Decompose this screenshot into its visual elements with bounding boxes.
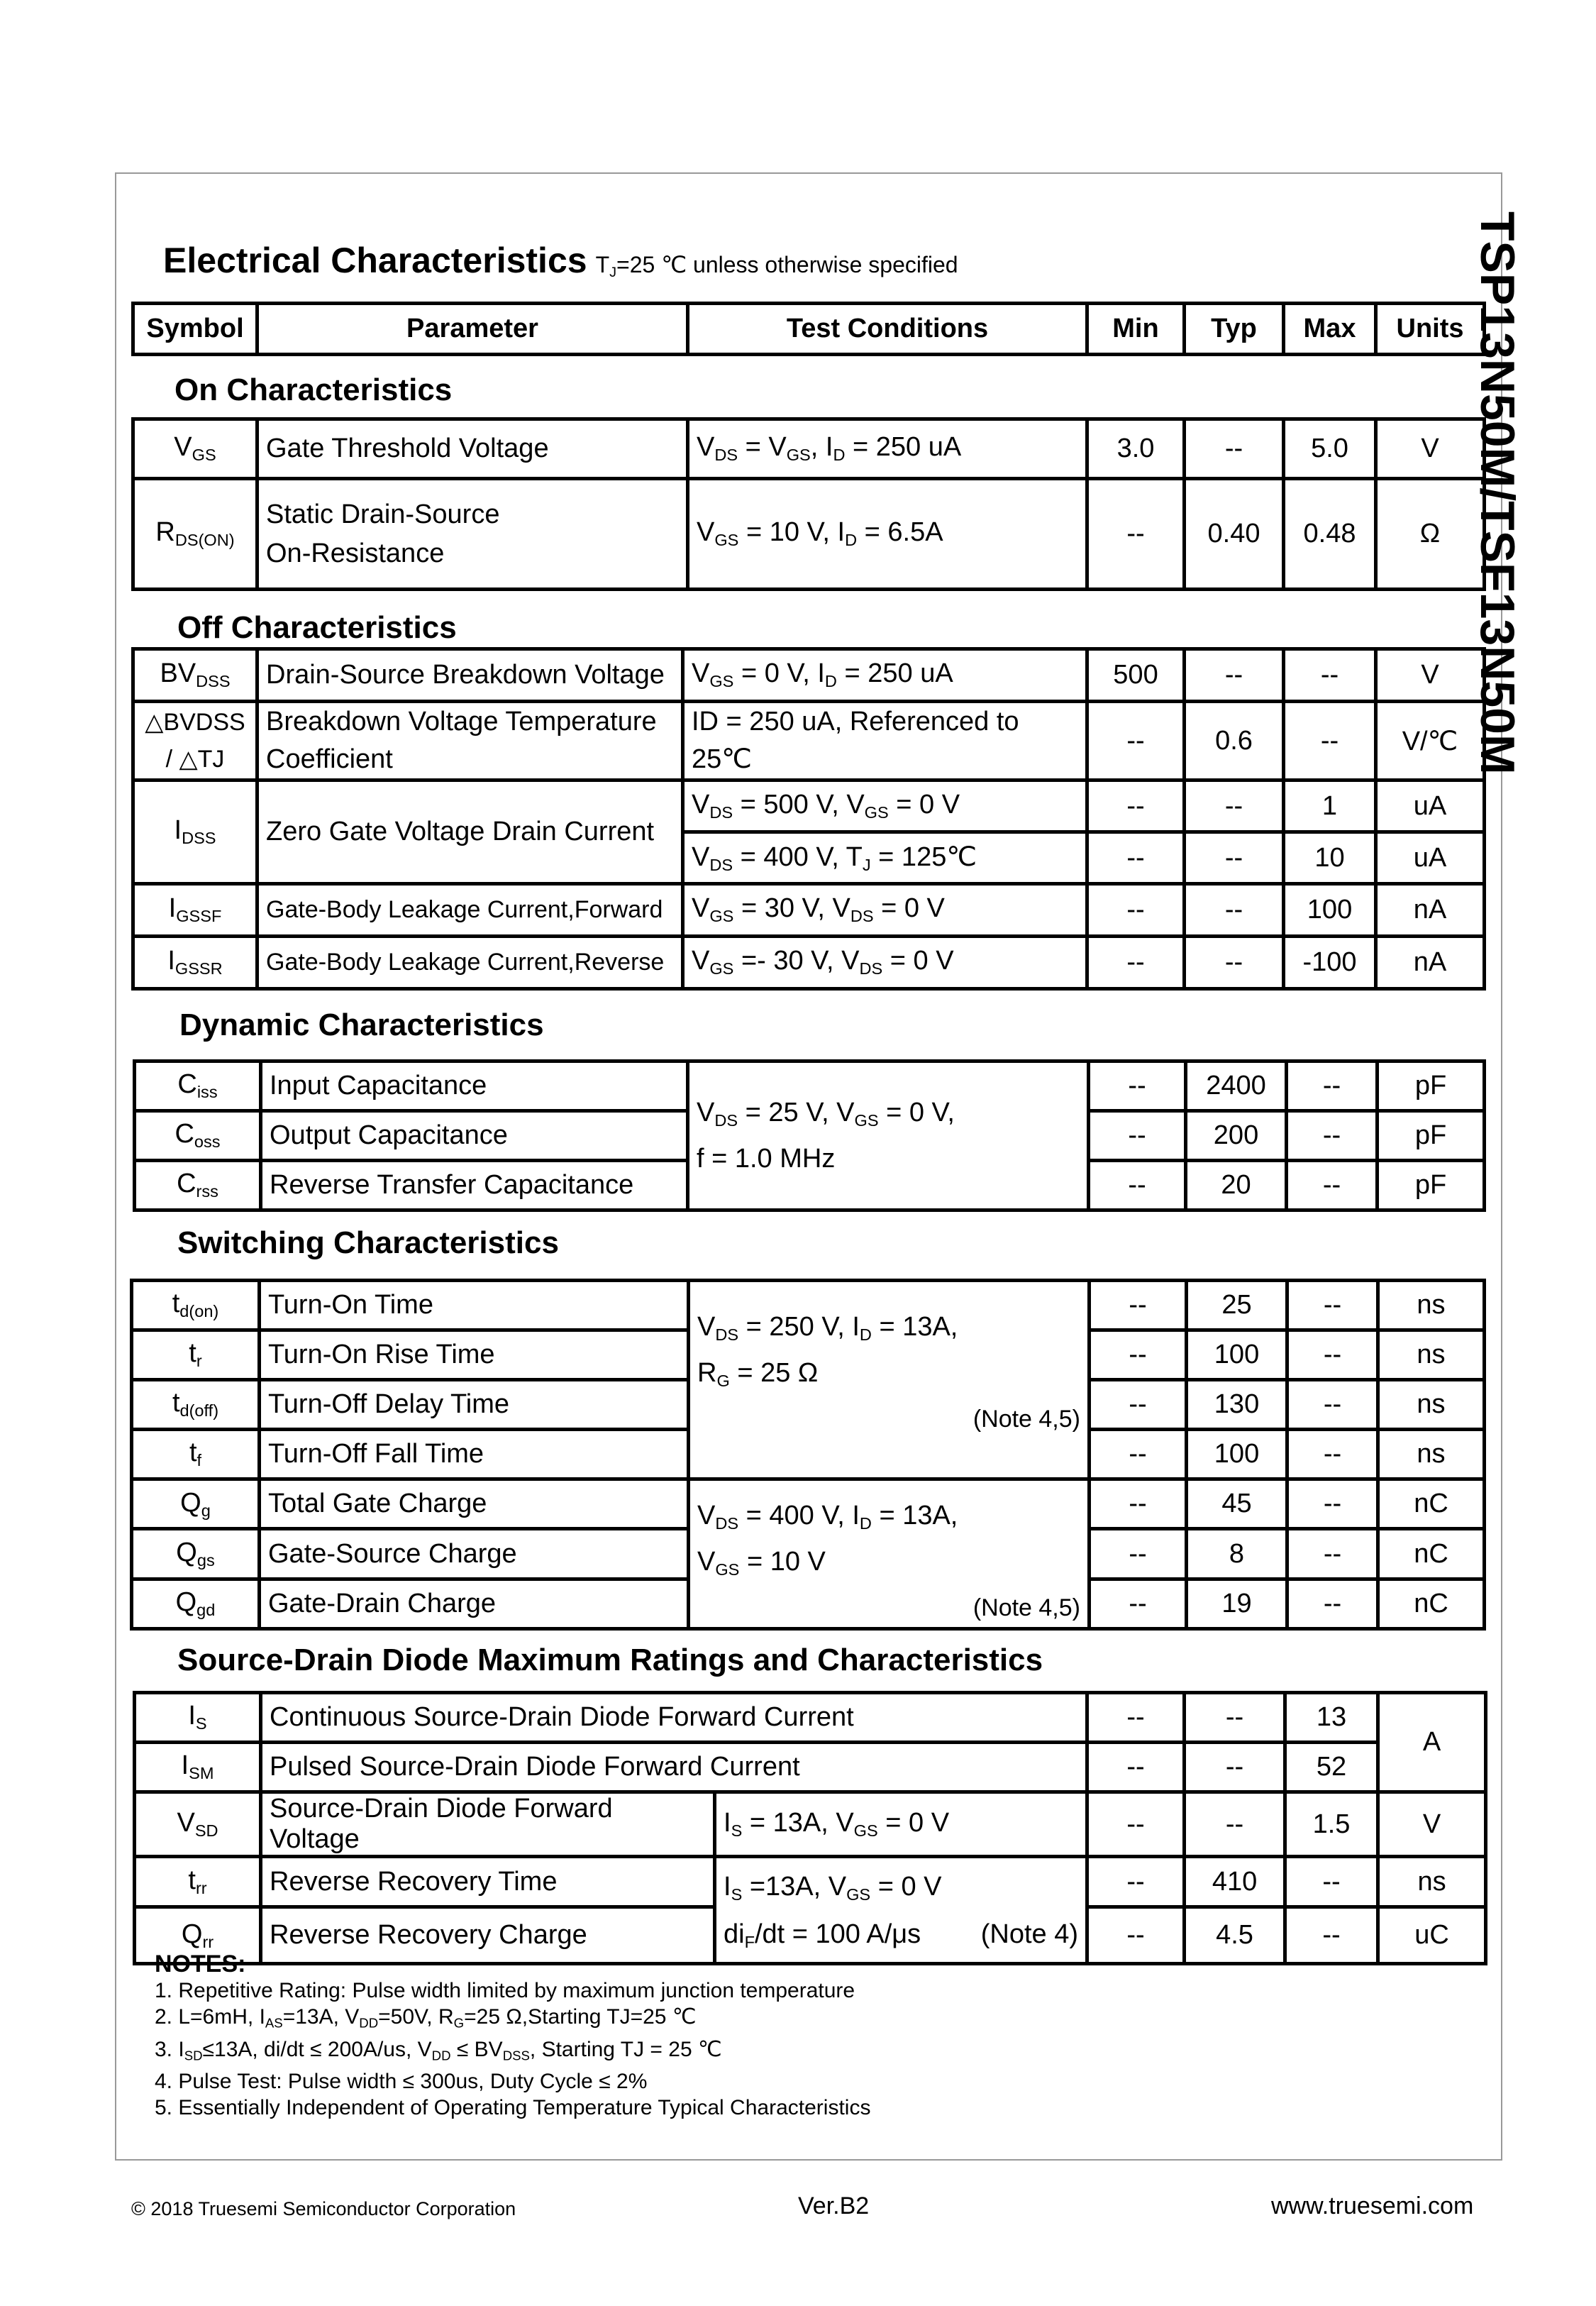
typ-cell: 410 [1185,1857,1285,1907]
max-cell: -- [1287,1161,1378,1210]
max-cell: 0.48 [1284,479,1376,590]
parameter-cell: Gate-Source Charge [260,1529,689,1579]
unit-cell: A [1378,1693,1486,1792]
max-cell: -- [1287,1330,1378,1380]
typ-cell: -- [1185,937,1284,989]
table-row [135,1693,1486,1743]
max-cell: 52 [1285,1743,1378,1792]
min-cell: -- [1087,1907,1185,1964]
typ-cell: 20 [1186,1161,1287,1210]
unit-cell: nC [1378,1479,1485,1529]
table-row [135,1061,1485,1111]
condition-cell: $V_{GS} = 10$ V, $I_D = 6.5A$ [688,479,1087,590]
max-cell: -- [1285,1907,1378,1964]
typ-cell: 2400 [1186,1061,1287,1111]
page-title [163,240,958,281]
condition-cell: $I_S =13A$, $V_{GS} = 0$ V $di_F/dt = 100$ A/μs (Note 4) [715,1857,1087,1964]
symbol-cell: $V_{GS}$ [133,419,257,479]
symbol-cell: $t_{d(off)}$ [132,1380,260,1430]
unit-cell: pF [1378,1111,1485,1161]
typ-cell: 4.5 [1185,1907,1285,1964]
min-cell: 500 [1087,649,1185,702]
parameter-cell: Turn-Off Fall Time [260,1430,689,1479]
condition-cell: $V_{DS} = 400$ V, $I_D = 13A$, $V_{GS} = 10$ V (Note 4,5) [689,1479,1090,1629]
switching-characteristics-table [130,1279,1486,1631]
condition-cell: $V_{DS} = 500$ V, $V_{GS} = 0$ V [683,780,1087,832]
symbol-cell: $R_{DS(ON)}$ [133,479,257,590]
typ-cell: -- [1185,419,1284,479]
parameter-cell: Pulsed Source-Drain Diode Forward Current [261,1743,1087,1792]
max-cell: -- [1284,702,1376,780]
on-characteristics-table [131,417,1486,591]
unit-cell: Ω [1376,479,1485,590]
table-row [135,1743,1486,1792]
table-row [132,1281,1485,1330]
unit-cell: nA [1376,937,1485,989]
table-row [132,1479,1485,1529]
min-cell: -- [1087,832,1185,884]
min-cell: -- [1090,1479,1187,1529]
title-text: Electrical Characteristics [163,241,587,280]
typ-cell: 200 [1186,1111,1287,1161]
typ-cell: -- [1185,780,1284,832]
typ-cell: -- [1185,832,1284,884]
max-cell: -- [1287,1529,1378,1579]
header-test-conditions: Test Conditions [688,304,1087,355]
section-diode-characteristics: Source-Drain Diode Maximum Ratings and Characteristics [177,1643,1043,1677]
typ-cell: 25 [1187,1281,1287,1330]
max-cell: 1 [1284,780,1376,832]
max-cell: -- [1284,649,1376,702]
unit-cell: uA [1376,832,1485,884]
max-cell: 100 [1284,884,1376,937]
typ-cell: 100 [1187,1430,1287,1479]
unit-cell: uC [1378,1907,1486,1964]
symbol-cell: $C_{iss}$ [135,1061,261,1111]
parameter-cell: Reverse Recovery Time [261,1857,715,1907]
parameter-cell: Input Capacitance [261,1061,688,1111]
symbol-cell: $C_{oss}$ [135,1111,261,1161]
max-cell: -- [1285,1857,1378,1907]
header-parameter: Parameter [257,304,688,355]
unit-cell: nC [1378,1579,1485,1628]
section-off-characteristics: Off Characteristics [177,610,457,645]
section-switching-characteristics: Switching Characteristics [177,1225,559,1260]
condition-cell: $V_{GS} =- 30$ V, $V_{DS} = 0$ V [683,937,1087,989]
min-cell: -- [1087,1792,1185,1857]
unit-cell: nC [1378,1529,1485,1579]
parameter-cell: Total Gate Charge [260,1479,689,1529]
note-1: 1. Repetitive Rating: Pulse width limited by maximum junction temperature [155,1979,855,2002]
min-cell: -- [1087,937,1185,989]
symbol-cell: $C_{rss}$ [135,1161,261,1210]
symbol-cell: $t_{d(on)}$ [132,1281,260,1330]
table-row [133,937,1485,989]
table-row [133,702,1485,780]
min-cell: -- [1087,780,1185,832]
symbol-cell: $Q_{gs}$ [132,1529,260,1579]
min-cell: -- [1090,1380,1187,1430]
max-cell: -- [1287,1579,1378,1628]
condition-cell: $V_{GS} = 0$ V, $I_D = 250$ uA [683,649,1087,702]
unit-cell: V/℃ [1376,702,1485,780]
title-conditions: $T_J=25$ ℃ unless otherwise specified [595,252,958,280]
part-number-side-title: TSP13N50M/TSF13N50M [1470,211,1524,775]
min-cell: -- [1087,702,1185,780]
parameter-cell: Gate-Drain Charge [260,1579,689,1628]
typ-cell: 8 [1187,1529,1287,1579]
symbol-cell: $t_{rr}$ [135,1857,261,1907]
parameter-cell: Turn-On Time [260,1281,689,1330]
unit-cell: V [1378,1792,1486,1857]
condition-cell: $V_{DS} = 25$ V, $V_{GS} = 0$ V, f = 1.0 MHz [688,1061,1089,1210]
off-characteristics-table [131,647,1486,991]
condition-cell: $V_{DS} = V_{GS}$, $I_D = 250$ uA [688,419,1087,479]
condition-cell: $V_{DS} = 250$ V, $I_D = 13A$, $R_G = 25$ Ω (Note 4,5) [689,1281,1090,1479]
min-cell: -- [1090,1330,1187,1380]
parameter-cell: Drain-Source Breakdown Voltage [257,649,683,702]
unit-cell: nA [1376,884,1485,937]
typ-cell: 130 [1187,1380,1287,1430]
table-row [133,649,1485,702]
condition-cell: $V_{GS} = 30$ V, $V_{DS} = 0$ V [683,884,1087,937]
footer-copyright: © 2018 Truesemi Semiconductor Corporation [131,2198,516,2219]
symbol-cell: $I_{GSSR}$ [133,937,257,989]
max-cell: -- [1287,1111,1378,1161]
min-cell: -- [1087,1743,1185,1792]
min-cell: -- [1090,1281,1187,1330]
min-cell: -- [1090,1579,1187,1628]
symbol-cell: $Q_{gd}$ [132,1579,260,1628]
parameter-cell: Gate Threshold Voltage [257,419,688,479]
table-row [135,1792,1486,1857]
unit-cell: ns [1378,1330,1485,1380]
section-on-characteristics: On Characteristics [174,373,453,407]
symbol-cell: $I_S$ [135,1693,261,1743]
parameter-cell: Reverse Transfer Capacitance [261,1161,688,1210]
max-cell: -- [1287,1380,1378,1430]
min-cell: -- [1087,1857,1185,1907]
min-cell: -- [1089,1111,1186,1161]
parameter-cell: Reverse Recovery Charge [261,1907,715,1964]
note-4: 4. Pulse Test: Pulse width ≤ 300us, Duty Cycle ≤ 2% [155,2070,648,2094]
symbol-cell: $t_r$ [132,1330,260,1380]
min-cell: -- [1087,1693,1185,1743]
note-3: 3. $I_{SD}\le 13A$, di/dt ≤ 200A/us, $V_{DD} \le BV_{DSS}$, Starting TJ = 25 ℃ [155,2037,722,2063]
typ-cell: -- [1185,884,1284,937]
header-symbol: Symbol [133,304,257,355]
note-2: 2. L=6mH, $I_{AS}=13A$, $V_{DD}=50V$, $R_G=25$ Ω,Starting TJ=25 ℃ [155,2005,697,2031]
unit-cell: ns [1378,1857,1486,1907]
unit-cell: ns [1378,1281,1485,1330]
parameter-cell: Static Drain-Source On-Resistance [257,479,688,590]
min-cell: 3.0 [1087,419,1185,479]
symbol-cell: $V_{SD}$ [135,1792,261,1857]
condition-cell: ID = 250 uA, Referenced to 25℃ [683,702,1087,780]
typ-cell: 0.40 [1185,479,1284,590]
typ-cell: -- [1185,1792,1285,1857]
symbol-cell: $Q_g$ [132,1479,260,1529]
footer-version: Ver.B2 [798,2192,870,2219]
unit-cell: pF [1378,1161,1485,1210]
min-cell: -- [1089,1061,1186,1111]
header-typ: Typ [1185,304,1284,355]
parameter-cell: Output Capacitance [261,1111,688,1161]
table-row [133,479,1485,590]
symbol-cell: $BV_{DSS}$ [133,649,257,702]
unit-cell: pF [1378,1061,1485,1111]
symbol-cell: $Q_{rr}$ [135,1907,261,1964]
min-cell: -- [1087,479,1185,590]
unit-cell: V [1376,649,1485,702]
typ-cell: 45 [1187,1479,1287,1529]
max-cell: -- [1287,1479,1378,1529]
min-cell: -- [1090,1529,1187,1579]
parameter-cell: Breakdown Voltage Temperature Coefficient [257,702,683,780]
header-max: Max [1284,304,1376,355]
table-row [135,1857,1486,1907]
typ-cell: -- [1185,1743,1285,1792]
parameter-cell: Turn-On Rise Time [260,1330,689,1380]
symbol-cell: $I_{DSS}$ [133,780,257,884]
parameter-cell: Source-Drain Diode Forward Voltage [261,1792,715,1857]
typ-cell: 0.6 [1185,702,1284,780]
note-5: 5. Essentially Independent of Operating Temperature Typical Characteristics [155,2096,871,2120]
condition-cell: $V_{DS} = 400$ V, $T_J$ = 125℃ [683,832,1087,884]
condition-cell: $I_S = 13A$, $V_{GS} = 0$ V [715,1792,1087,1857]
max-cell: 13 [1285,1693,1378,1743]
diode-characteristics-table [133,1691,1487,1965]
unit-cell: ns [1378,1380,1485,1430]
symbol-cell: △BVDSS / △TJ [133,702,257,780]
typ-cell: 100 [1187,1330,1287,1380]
parameter-cell: Gate-Body Leakage Current,Reverse [257,937,683,989]
max-cell: -- [1287,1061,1378,1111]
notes-title: NOTES: [155,1951,246,1977]
footer-website[interactable]: www.truesemi.com [1271,2192,1474,2219]
section-dynamic-characteristics: Dynamic Characteristics [179,1008,544,1042]
parameter-cell: Gate-Body Leakage Current,Forward [257,884,683,937]
max-cell: 5.0 [1284,419,1376,479]
min-cell: -- [1089,1161,1186,1210]
typ-cell: -- [1185,649,1284,702]
symbol-cell: $I_{GSSF}$ [133,884,257,937]
min-cell: -- [1087,884,1185,937]
typ-cell: -- [1185,1693,1285,1743]
table-row [133,884,1485,937]
max-cell: 10 [1284,832,1376,884]
max-cell: -- [1287,1281,1378,1330]
typ-cell: 19 [1187,1579,1287,1628]
header-units: Units [1376,304,1485,355]
unit-cell: uA [1376,780,1485,832]
symbol-cell: $I_{SM}$ [135,1743,261,1792]
header-table [131,302,1486,356]
parameter-cell: Turn-Off Delay Time [260,1380,689,1430]
table-row [133,780,1485,832]
dynamic-characteristics-table [133,1059,1486,1212]
parameter-cell: Continuous Source-Drain Diode Forward Current [261,1693,1087,1743]
notes-block [155,1951,870,2121]
min-cell: -- [1090,1430,1187,1479]
max-cell: -100 [1284,937,1376,989]
max-cell: 1.5 [1285,1792,1378,1857]
unit-cell: ns [1378,1430,1485,1479]
header-min: Min [1087,304,1185,355]
parameter-cell: Zero Gate Voltage Drain Current [257,780,683,884]
max-cell: -- [1287,1430,1378,1479]
unit-cell: V [1376,419,1485,479]
symbol-cell: $t_f$ [132,1430,260,1479]
table-row [133,419,1485,479]
